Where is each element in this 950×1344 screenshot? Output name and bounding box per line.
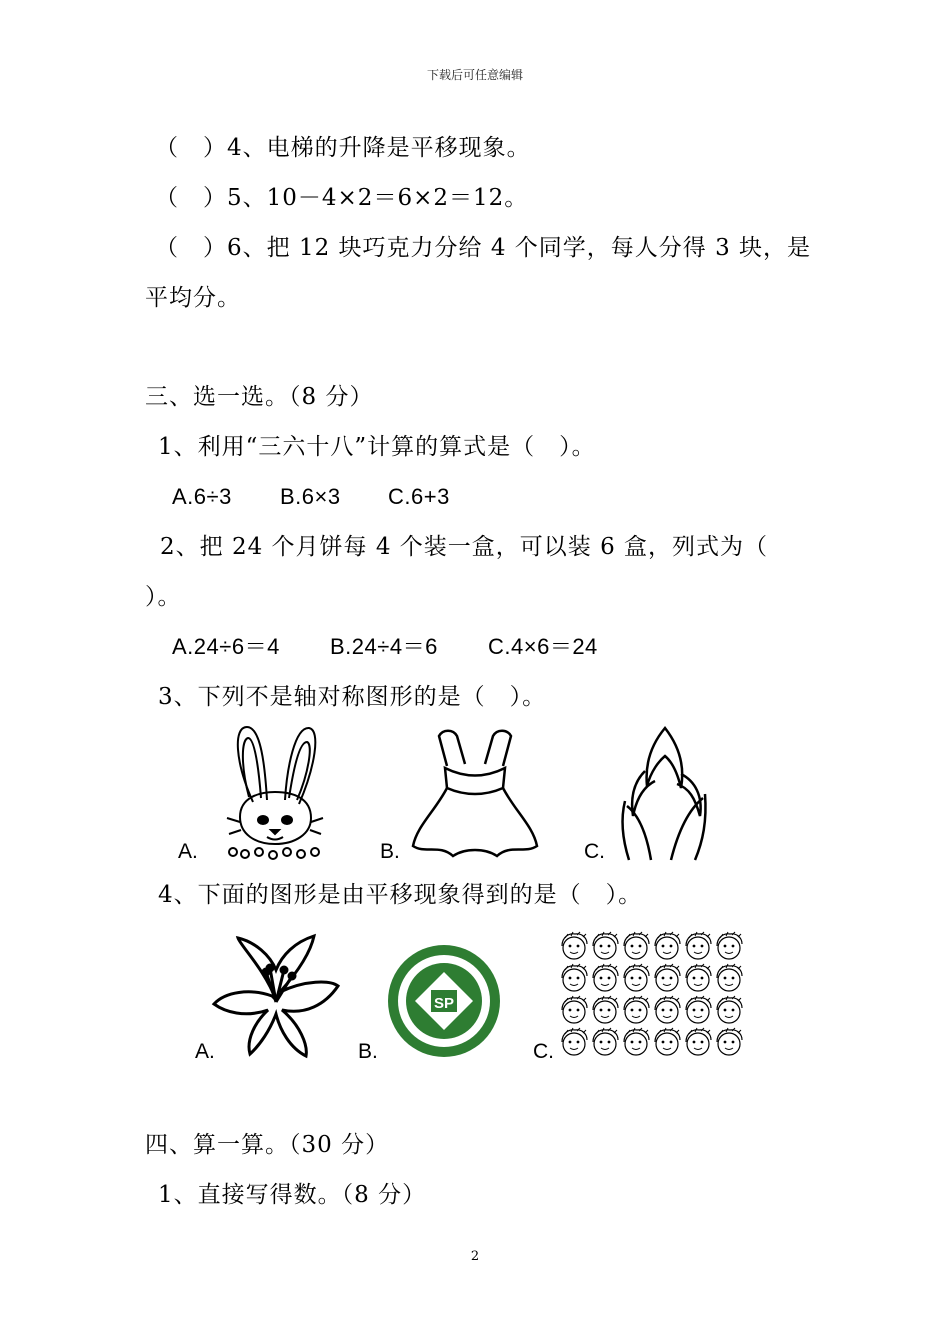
q1-option-c: C.6+3 — [388, 484, 450, 509]
face-tile — [562, 996, 587, 1023]
page-number: 2 — [470, 1249, 480, 1264]
q4-label-a: A. — [195, 1040, 215, 1063]
q3-label-c: C. — [584, 840, 605, 863]
q2-option-c: C.4×6＝24 — [488, 634, 598, 659]
section3-q2-line1: 2、把 24 个月饼每 4 个装一盒，可以装 6 盒，列式为（ — [160, 534, 769, 560]
section3-q4: 4、下面的图形是由平移现象得到的是（ ）。 — [158, 882, 643, 908]
face-tile — [593, 996, 618, 1023]
judgement-q6-line1: （ ）6、把 12 块巧克力分给 4 个同学，每人分得 3 块，是 — [155, 235, 812, 261]
judgement-q4: （ ）4、电梯的升降是平移现象。 — [155, 135, 531, 161]
section3-q1: 1、利用“三六十八”计算的算式是（ ）。 — [158, 434, 596, 460]
school-logo-image — [385, 942, 503, 1060]
face-tile — [655, 1028, 680, 1055]
face-tile — [624, 964, 649, 991]
bamboo-shoot-image — [615, 726, 715, 862]
judgement-q5: （ ）5、10－4×2＝6×2＝12。 — [155, 185, 529, 211]
face-tile — [686, 932, 711, 959]
q1-option-b: B.6×3 — [280, 484, 341, 509]
face-tile — [655, 932, 680, 959]
q1-option-a: A.6÷3 — [172, 484, 232, 509]
face-tile — [562, 932, 587, 959]
face-tile — [593, 964, 618, 991]
face-tile — [655, 964, 680, 991]
q4-label-c: C. — [533, 1040, 554, 1063]
face-tile — [624, 1028, 649, 1055]
section3-q2-line2: ）。 — [145, 584, 182, 610]
face-tile — [686, 1028, 711, 1055]
q2-option-b: B.24÷4＝6 — [330, 634, 438, 659]
q3-label-a: A. — [178, 840, 198, 863]
face-tile — [717, 932, 742, 959]
face-tile — [593, 1028, 618, 1055]
face-tile — [717, 1028, 742, 1055]
section4-q1: 1、直接写得数。（8 分） — [158, 1182, 427, 1208]
face-tile — [593, 932, 618, 959]
page-header: 下载后可任意编辑 — [426, 68, 523, 82]
face-tile — [624, 996, 649, 1023]
face-tile — [686, 964, 711, 991]
face-tile — [562, 1028, 587, 1055]
face-tile — [686, 996, 711, 1023]
section3-q3: 3、下列不是轴对称图形的是（ ）。 — [158, 684, 547, 710]
face-tile — [655, 996, 680, 1023]
repeated-faces-image — [555, 928, 745, 1060]
face-tile — [562, 964, 587, 991]
flower-image — [210, 930, 342, 1062]
q4-label-b: B. — [358, 1040, 378, 1063]
q2-option-a: A.24÷6＝4 — [172, 634, 280, 659]
section4-title: 四、算一算。（30 分） — [145, 1132, 390, 1158]
face-tile — [624, 932, 649, 959]
judgement-q6-line2: 平均分。 — [145, 285, 241, 311]
logo-text: SP — [433, 995, 455, 1012]
rabbit-image — [215, 722, 335, 862]
face-tile — [717, 964, 742, 991]
dress-image — [405, 726, 545, 862]
face-tile — [717, 996, 742, 1023]
q3-label-b: B. — [380, 840, 400, 863]
section3-title: 三、选一选。（8 分） — [145, 384, 374, 410]
